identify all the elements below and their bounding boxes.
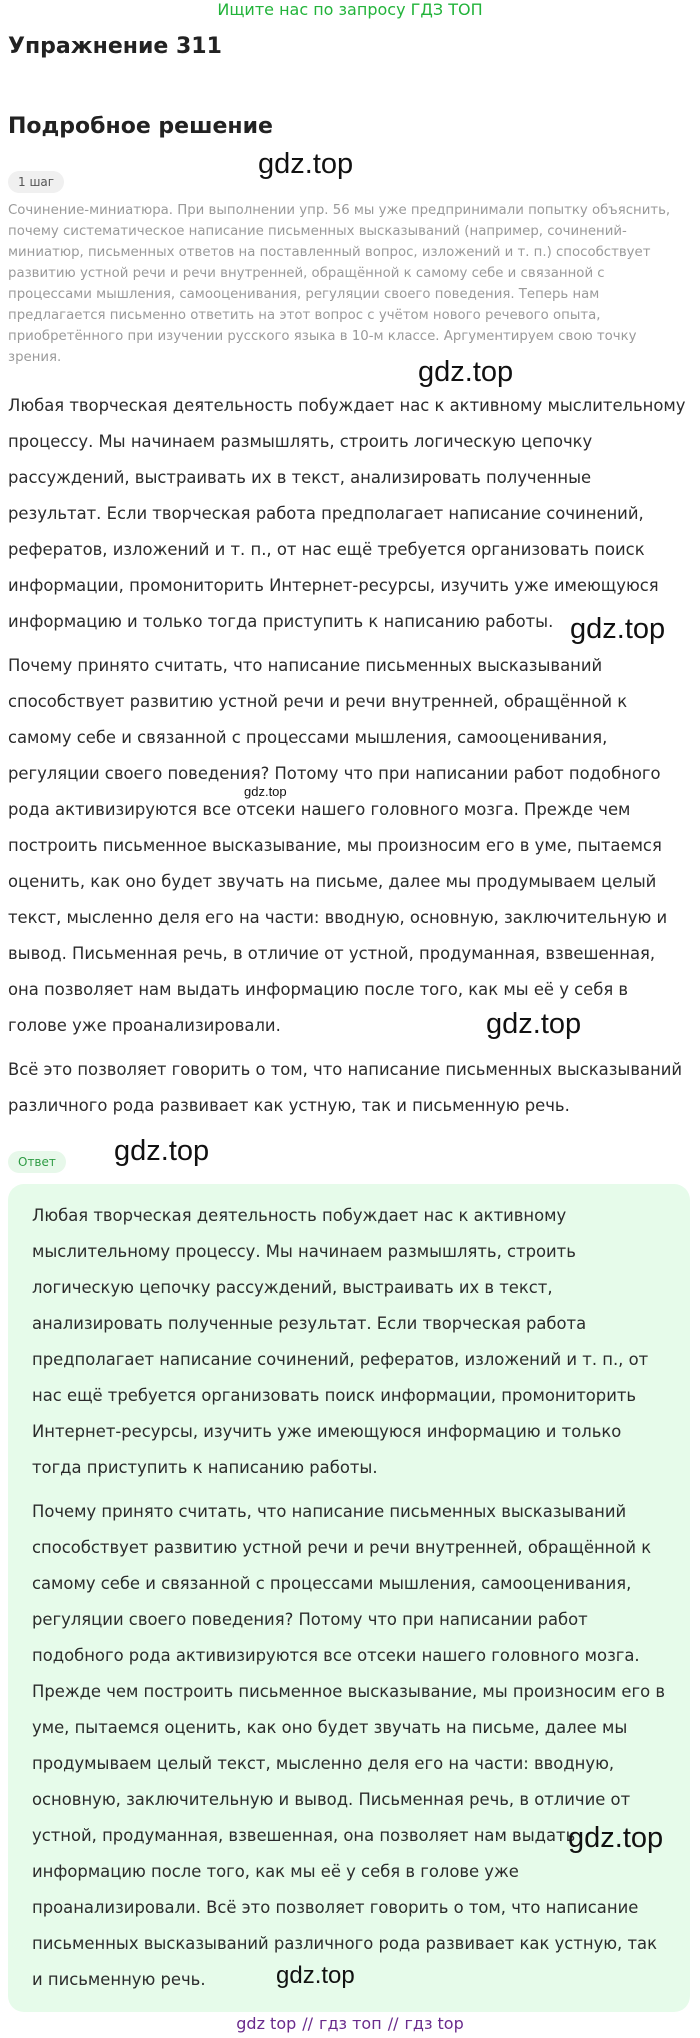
watermark: gdz.top <box>568 1822 664 1854</box>
answer-paragraph: Любая творческая деятельность побуждает нас к активному мыслительному процессу. Мы начинаем размышлять, строить логическую цепочку рассуждений, выстраивать их в текст, анализировать полученные результат. Если творческая работа предполагает написание сочинений, рефератов, изложений и т. п., от нас ещё требуется организовать поиск информации, промониторить Интернет-ресурсы, изучить уже имеющуюся информацию и только тогда приступить к написанию работы. <box>32 1206 649 1477</box>
solution-text <box>8 388 688 1132</box>
answer-paragraph: Почему принято считать, что написание письменных высказываний способствует развитию устной речи и речи внутренней, обращённой к самому себе и связанной с процессами мышления, самооценивания, регуляции своего поведения? Потому что при написании работ подобного рода активизируются все отсеки нашего головного мозга. Прежде чем построить письменное высказывание, мы произносим его в уме, пытаемся оценить, как оно будет звучать на письме, далее мы продумываем целый текст, мысленно деля его на части: вводную, основную, заключительную и вывод. Письменная речь, в отличие от устной, продуманная, взвешенная, она позволяет нам выдать информацию после того, как мы её у себя в голове уже проанализировали. Всё это позволяет говорить о том, что написание письменных высказываний различного рода развивает как устную, так и письменную речь. <box>32 1502 666 1989</box>
solution-paragraph: Любая творческая деятельность побуждает нас к активному мыслительному процессу. Мы начинаем размышлять, строить логическую цепочку рассуждений, выстраивать их в текст, анализировать полученные результат. Если творческая работа предполагает написание сочинений, рефератов, изложений и т. п., от нас ещё требуется организовать поиск информации, промониторить Интернет-ресурсы, изучить уже имеющуюся информацию и только тогда приступить к написанию работы. <box>8 396 686 631</box>
watermark: gdz.top <box>114 1135 210 1167</box>
watermark: gdz.top <box>570 613 666 645</box>
exercise-condition: Сочинение-миниатюра. При выполнении упр. 56 мы уже предпринимали попытку объяснить, почему систематическое написание письменных высказываний (например, сочинений-миниатюр, письменных ответов на поставленный вопрос, изложений и т. п.) способствует развитию устной речи и речи внутренней, обращённой к самому себе и связанной с процессами мышления, самооценивания, регуляции своего поведения. Теперь нам предлагается письменно ответить на этот вопрос с учётом нового речевого опыта, приобретённого при изучении русского языка в 10-м классе. Аргументируем свою точку зрения. <box>8 203 671 365</box>
footer-link[interactable]: гдз топ <box>319 2014 382 2033</box>
answer-text <box>32 1198 668 2006</box>
search-hint-banner: Ищите нас по запросу ГДЗ ТОП <box>217 0 483 19</box>
step-badge: 1 шаг <box>8 171 64 193</box>
solution-paragraph: Всё это позволяет говорить о том, что написание письменных высказываний различного рода развивает как устную, так и письменную речь. <box>8 1060 683 1115</box>
answer-box <box>8 1184 690 2012</box>
answer-badge: Ответ <box>8 1151 66 1173</box>
solution-paragraph: Почему принято считать, что написание письменных высказываний способствует развитию устной речи и речи внутренней, обращённой к самому себе и связанной с процессами мышления, самооценивания, регуляции своего поведения? Потому что при написании работ подобного рода активизируются все отсеки нашего головного мозга. Прежде чем построить письменное высказывание, мы произносим его в уме, пытаемся оценить, как оно будет звучать на письме, далее мы продумываем целый текст, мысленно деля его на части: вводную, основную, заключительную и вывод. Письменная речь, в отличие от устной, продуманная, взвешенная, она позволяет нам выдать информацию после того, как мы её у себя в голове уже проанализировали. <box>8 656 668 1035</box>
watermark: gdz.top <box>486 1008 582 1040</box>
exercise-title: Упражнение 311 <box>8 34 222 59</box>
footer-links <box>0 2012 700 2036</box>
footer-separator: // <box>387 2014 399 2033</box>
watermark: gdz.top <box>418 356 514 388</box>
footer-link[interactable]: гдз top <box>404 2014 464 2033</box>
footer-link[interactable]: gdz top <box>236 2014 297 2033</box>
watermark: gdz.top <box>276 1962 355 1989</box>
footer-separator: // <box>302 2014 314 2033</box>
solution-title: Подробное решение <box>8 114 273 139</box>
watermark: gdz.top <box>258 148 354 180</box>
watermark: gdz.top <box>244 784 287 799</box>
